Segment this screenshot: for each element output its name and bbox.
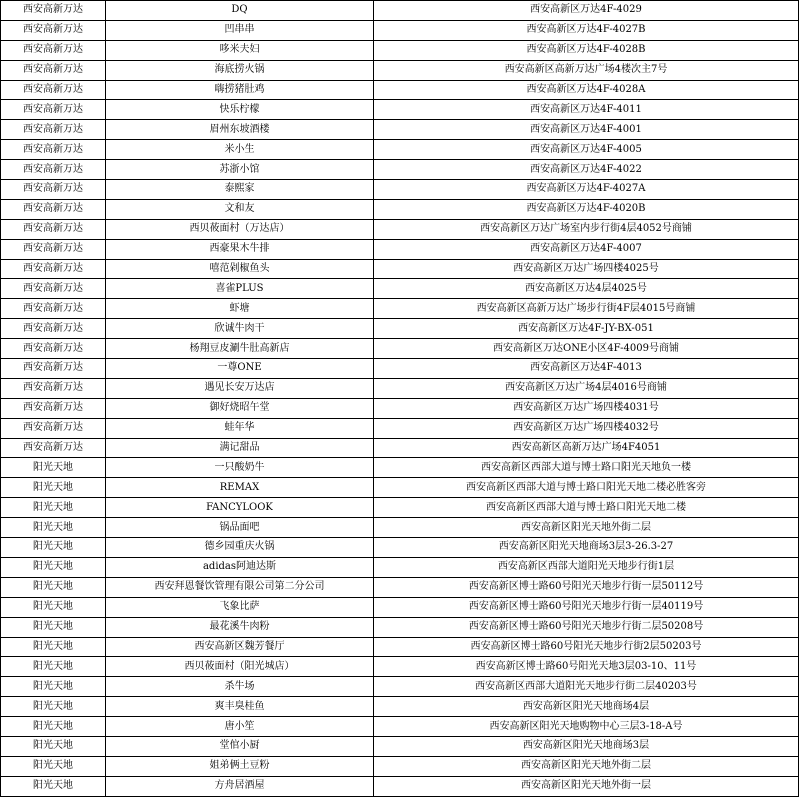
table-row bbox=[1, 776, 799, 796]
mall-cell: 阳光天地 bbox=[1, 717, 106, 737]
address-cell: 西安高新区西部大道与博士路口阳光天地二楼 bbox=[374, 498, 799, 518]
mall-cell: 阳光天地 bbox=[1, 756, 106, 776]
shop-name-cell: 满记甜品 bbox=[106, 438, 374, 458]
mall-cell: 西安高新万达 bbox=[1, 160, 106, 180]
address-cell: 西安高新区阳光天地商场3层 bbox=[374, 736, 799, 756]
shop-name-cell: 最花溪牛肉粉 bbox=[106, 617, 374, 637]
address-cell: 西安高新区万达4F-4022 bbox=[374, 160, 799, 180]
table-row bbox=[1, 398, 799, 418]
mall-cell: 阳光天地 bbox=[1, 736, 106, 756]
address-cell: 西安高新区万达4F-4005 bbox=[374, 140, 799, 160]
mall-cell: 西安高新万达 bbox=[1, 398, 106, 418]
address-cell: 西安高新区博士路60号阳光天地步行街2层50203号 bbox=[374, 637, 799, 657]
mall-cell: 西安高新万达 bbox=[1, 199, 106, 219]
shop-name-cell: 西贝莜面村（阳光城店） bbox=[106, 657, 374, 677]
address-cell: 西安高新区西部大道与博士路口阳光天地负一楼 bbox=[374, 458, 799, 478]
table-row bbox=[1, 120, 799, 140]
table-row bbox=[1, 577, 799, 597]
address-cell: 西安高新区万达4层4025号 bbox=[374, 279, 799, 299]
table-row bbox=[1, 20, 799, 40]
table-row bbox=[1, 498, 799, 518]
shop-name-cell: 虾塘 bbox=[106, 299, 374, 319]
mall-cell: 阳光天地 bbox=[1, 697, 106, 717]
address-cell: 西安高新区西部大道与博士路口阳光天地二楼必胜客旁 bbox=[374, 478, 799, 498]
table-row bbox=[1, 677, 799, 697]
table-row bbox=[1, 717, 799, 737]
shop-name-cell: 锅品面吧 bbox=[106, 518, 374, 538]
mall-cell: 阳光天地 bbox=[1, 458, 106, 478]
address-cell: 西安高新区高新万达广场4楼次主7号 bbox=[374, 60, 799, 80]
address-cell: 西安高新区阳光天地外街二层 bbox=[374, 518, 799, 538]
table-row bbox=[1, 418, 799, 438]
shop-name-cell: FANCYLOOK bbox=[106, 498, 374, 518]
table-row bbox=[1, 657, 799, 677]
shop-name-cell: 杨翔豆皮涮牛肚高新店 bbox=[106, 339, 374, 359]
address-cell: 西安高新区万达4F-4028B bbox=[374, 40, 799, 60]
table-row bbox=[1, 80, 799, 100]
mall-cell: 西安高新万达 bbox=[1, 339, 106, 359]
address-cell: 西安高新区万达4F-4011 bbox=[374, 100, 799, 120]
shop-name-cell: 遇见长安万达店 bbox=[106, 378, 374, 398]
mall-cell: 西安高新万达 bbox=[1, 319, 106, 339]
address-cell: 西安高新区万达4F-JY-BX-051 bbox=[374, 319, 799, 339]
table-row bbox=[1, 637, 799, 657]
shop-name-cell: 西安高新区魏芳餐厅 bbox=[106, 637, 374, 657]
shop-name-cell: REMAX bbox=[106, 478, 374, 498]
shop-name-cell: 一尊ONE bbox=[106, 359, 374, 379]
table-row bbox=[1, 597, 799, 617]
address-cell: 西安高新区博士路60号阳光天地步行街二层50208号 bbox=[374, 617, 799, 637]
shop-name-cell: 海底捞火锅 bbox=[106, 60, 374, 80]
address-cell: 西安高新区万达广场四楼4032号 bbox=[374, 418, 799, 438]
table-row bbox=[1, 100, 799, 120]
shop-name-cell: 唐小笙 bbox=[106, 717, 374, 737]
table-row bbox=[1, 40, 799, 60]
mall-cell: 阳光天地 bbox=[1, 577, 106, 597]
shop-name-cell: 堂倌小厨 bbox=[106, 736, 374, 756]
address-cell: 西安高新区万达4F-4013 bbox=[374, 359, 799, 379]
table-row bbox=[1, 319, 799, 339]
merchant-table-body bbox=[1, 1, 799, 797]
mall-cell: 西安高新万达 bbox=[1, 40, 106, 60]
table-row bbox=[1, 756, 799, 776]
mall-cell: 西安高新万达 bbox=[1, 378, 106, 398]
shop-name-cell: 杀牛场 bbox=[106, 677, 374, 697]
table-row bbox=[1, 239, 799, 259]
table-row bbox=[1, 378, 799, 398]
mall-cell: 阳光天地 bbox=[1, 776, 106, 796]
mall-cell: 西安高新万达 bbox=[1, 180, 106, 200]
table-row bbox=[1, 557, 799, 577]
mall-cell: 阳光天地 bbox=[1, 677, 106, 697]
table-row bbox=[1, 617, 799, 637]
table-row bbox=[1, 299, 799, 319]
mall-cell: 西安高新万达 bbox=[1, 1, 106, 21]
mall-cell: 西安高新万达 bbox=[1, 219, 106, 239]
shop-name-cell: 苏浙小馆 bbox=[106, 160, 374, 180]
address-cell: 西安高新区博士路60号阳光天地步行街一层50112号 bbox=[374, 577, 799, 597]
mall-cell: 西安高新万达 bbox=[1, 20, 106, 40]
mall-cell: 西安高新万达 bbox=[1, 100, 106, 120]
address-cell: 西安高新区万达广场室内步行街4层4052号商铺 bbox=[374, 219, 799, 239]
mall-cell: 西安高新万达 bbox=[1, 120, 106, 140]
address-cell: 西安高新区博士路60号阳光天地步行街一层40119号 bbox=[374, 597, 799, 617]
mall-cell: 阳光天地 bbox=[1, 597, 106, 617]
table-row bbox=[1, 199, 799, 219]
table-row bbox=[1, 160, 799, 180]
table-row bbox=[1, 140, 799, 160]
address-cell: 西安高新区阳光天地外街二层 bbox=[374, 756, 799, 776]
shop-name-cell: 御好烧昭午堂 bbox=[106, 398, 374, 418]
address-cell: 西安高新区阳光天地商场4层 bbox=[374, 697, 799, 717]
mall-cell: 西安高新万达 bbox=[1, 359, 106, 379]
shop-name-cell: 西贝莜面村（万达店） bbox=[106, 219, 374, 239]
shop-name-cell: 蛙年华 bbox=[106, 418, 374, 438]
table-row bbox=[1, 538, 799, 558]
mall-cell: 阳光天地 bbox=[1, 498, 106, 518]
table-row bbox=[1, 438, 799, 458]
shop-name-cell: 文和友 bbox=[106, 199, 374, 219]
shop-name-cell: 嗨捞猪肚鸡 bbox=[106, 80, 374, 100]
table-row bbox=[1, 279, 799, 299]
address-cell: 西安高新区阳光天地购物中心三层3-18-A号 bbox=[374, 717, 799, 737]
shop-name-cell: 方舟居酒屋 bbox=[106, 776, 374, 796]
address-cell: 西安高新区阳光天地外街一层 bbox=[374, 776, 799, 796]
address-cell: 西安高新区万达广场四楼4031号 bbox=[374, 398, 799, 418]
mall-cell: 西安高新万达 bbox=[1, 279, 106, 299]
table-row bbox=[1, 458, 799, 478]
mall-cell: 西安高新万达 bbox=[1, 418, 106, 438]
shop-name-cell: 嘻范剁椒鱼头 bbox=[106, 259, 374, 279]
mall-cell: 阳光天地 bbox=[1, 538, 106, 558]
mall-cell: 西安高新万达 bbox=[1, 239, 106, 259]
shop-name-cell: 西豪果木牛排 bbox=[106, 239, 374, 259]
mall-cell: 阳光天地 bbox=[1, 637, 106, 657]
address-cell: 西安高新区万达4F-4007 bbox=[374, 239, 799, 259]
shop-name-cell: 哆米夫妇 bbox=[106, 40, 374, 60]
address-cell: 西安高新区万达4F-4020B bbox=[374, 199, 799, 219]
table-row bbox=[1, 60, 799, 80]
shop-name-cell: 飞象比萨 bbox=[106, 597, 374, 617]
mall-cell: 西安高新万达 bbox=[1, 438, 106, 458]
address-cell: 西安高新区高新万达广场4F4051 bbox=[374, 438, 799, 458]
address-cell: 西安高新区西部大道阳光天地步行街二层40203号 bbox=[374, 677, 799, 697]
table-row bbox=[1, 259, 799, 279]
mall-cell: 西安高新万达 bbox=[1, 80, 106, 100]
shop-name-cell: 凹串串 bbox=[106, 20, 374, 40]
mall-cell: 西安高新万达 bbox=[1, 259, 106, 279]
address-cell: 西安高新区万达4F-4001 bbox=[374, 120, 799, 140]
address-cell: 西安高新区西部大道阳光天地步行街1层 bbox=[374, 557, 799, 577]
shop-name-cell: 泰熙家 bbox=[106, 180, 374, 200]
shop-name-cell: 眉州东坡酒楼 bbox=[106, 120, 374, 140]
mall-cell: 阳光天地 bbox=[1, 557, 106, 577]
mall-cell: 西安高新万达 bbox=[1, 60, 106, 80]
shop-name-cell: 欣诚牛肉干 bbox=[106, 319, 374, 339]
mall-cell: 阳光天地 bbox=[1, 518, 106, 538]
address-cell: 西安高新区万达ONE小区4F-4009号商铺 bbox=[374, 339, 799, 359]
shop-name-cell: 米小生 bbox=[106, 140, 374, 160]
table-row bbox=[1, 478, 799, 498]
shop-name-cell: 西安拜恩餐饮管理有限公司第二分公司 bbox=[106, 577, 374, 597]
shop-name-cell: 德乡园重庆火锅 bbox=[106, 538, 374, 558]
shop-name-cell: 一只酸奶牛 bbox=[106, 458, 374, 478]
address-cell: 西安高新区万达4F-4027A bbox=[374, 180, 799, 200]
table-row bbox=[1, 518, 799, 538]
mall-cell: 西安高新万达 bbox=[1, 299, 106, 319]
address-cell: 西安高新区万达4F-4029 bbox=[374, 1, 799, 21]
mall-cell: 阳光天地 bbox=[1, 657, 106, 677]
shop-name-cell: 爽丰臭桂鱼 bbox=[106, 697, 374, 717]
table-row bbox=[1, 219, 799, 239]
mall-cell: 阳光天地 bbox=[1, 617, 106, 637]
address-cell: 西安高新区万达4F-4028A bbox=[374, 80, 799, 100]
address-cell: 西安高新区阳光天地商场3层3-26.3-27 bbox=[374, 538, 799, 558]
address-cell: 西安高新区万达广场4层4016号商铺 bbox=[374, 378, 799, 398]
shop-name-cell: 喜雀PLUS bbox=[106, 279, 374, 299]
address-cell: 西安高新区高新万达广场步行街4F层4015号商铺 bbox=[374, 299, 799, 319]
table-row bbox=[1, 339, 799, 359]
address-cell: 西安高新区万达4F-4027B bbox=[374, 20, 799, 40]
address-cell: 西安高新区万达广场四楼4025号 bbox=[374, 259, 799, 279]
shop-name-cell: 姐弟俩土豆粉 bbox=[106, 756, 374, 776]
table-row bbox=[1, 180, 799, 200]
table-row bbox=[1, 736, 799, 756]
table-row bbox=[1, 697, 799, 717]
shop-name-cell: 快乐柠檬 bbox=[106, 100, 374, 120]
mall-cell: 阳光天地 bbox=[1, 478, 106, 498]
table-row bbox=[1, 359, 799, 379]
mall-cell: 西安高新万达 bbox=[1, 140, 106, 160]
table-row bbox=[1, 1, 799, 21]
address-cell: 西安高新区博士路60号阳光天地3层03-10、11号 bbox=[374, 657, 799, 677]
shop-name-cell: DQ bbox=[106, 1, 374, 21]
shop-name-cell: adidas阿迪达斯 bbox=[106, 557, 374, 577]
